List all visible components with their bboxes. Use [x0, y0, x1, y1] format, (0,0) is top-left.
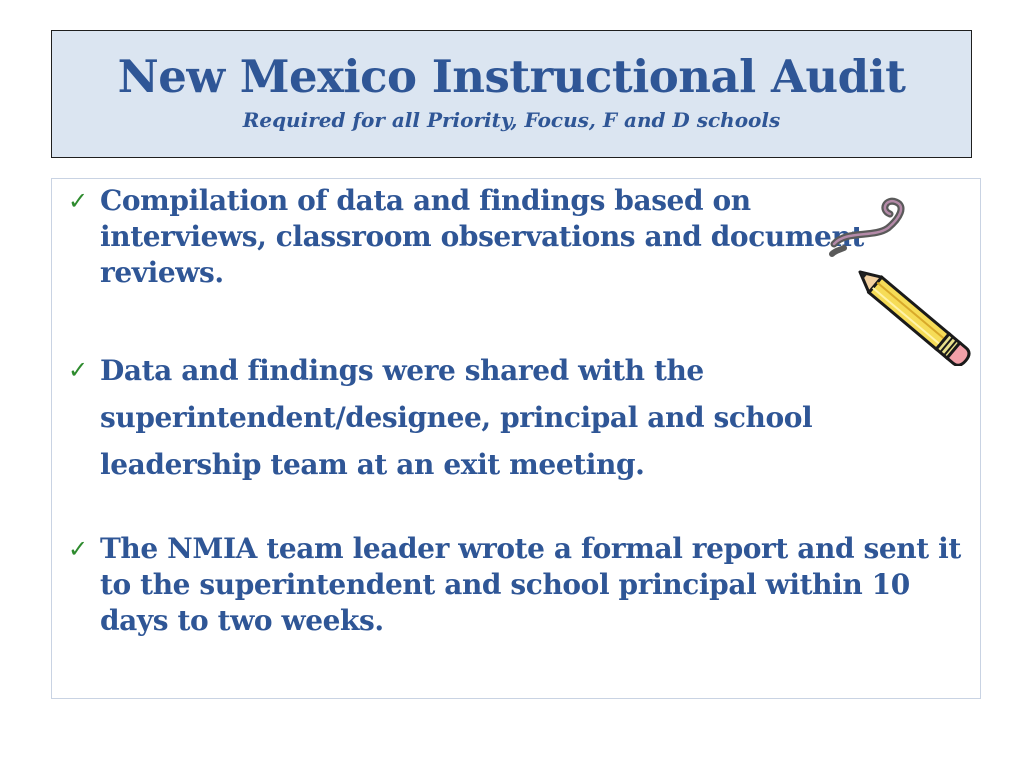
slide-subtitle: Required for all Priority, Focus, F and D schools: [242, 108, 781, 132]
checkmark-icon: ✓: [68, 356, 89, 384]
title-box: [51, 30, 972, 158]
bullet-item: [68, 183, 870, 291]
bullet-text: Compilation of data and findings based on interviews, classroom observations and document reviews.: [100, 184, 864, 289]
bullet-item: [68, 347, 960, 488]
bullet-item: [68, 531, 980, 639]
pencil-icon: [826, 192, 976, 366]
bullet-text: The NMIA team leader wrote a formal report and sent it to the superintendent and school principal within 10 days to two weeks.: [100, 532, 961, 637]
slide-title: New Mexico Instructional Audit: [117, 50, 906, 103]
checkmark-icon: ✓: [68, 535, 89, 563]
bullet-text: Data and findings were shared with the superintendent/designee, principal and school leadership team at an exit meeting.: [100, 354, 813, 481]
checkmark-icon: ✓: [68, 187, 89, 215]
